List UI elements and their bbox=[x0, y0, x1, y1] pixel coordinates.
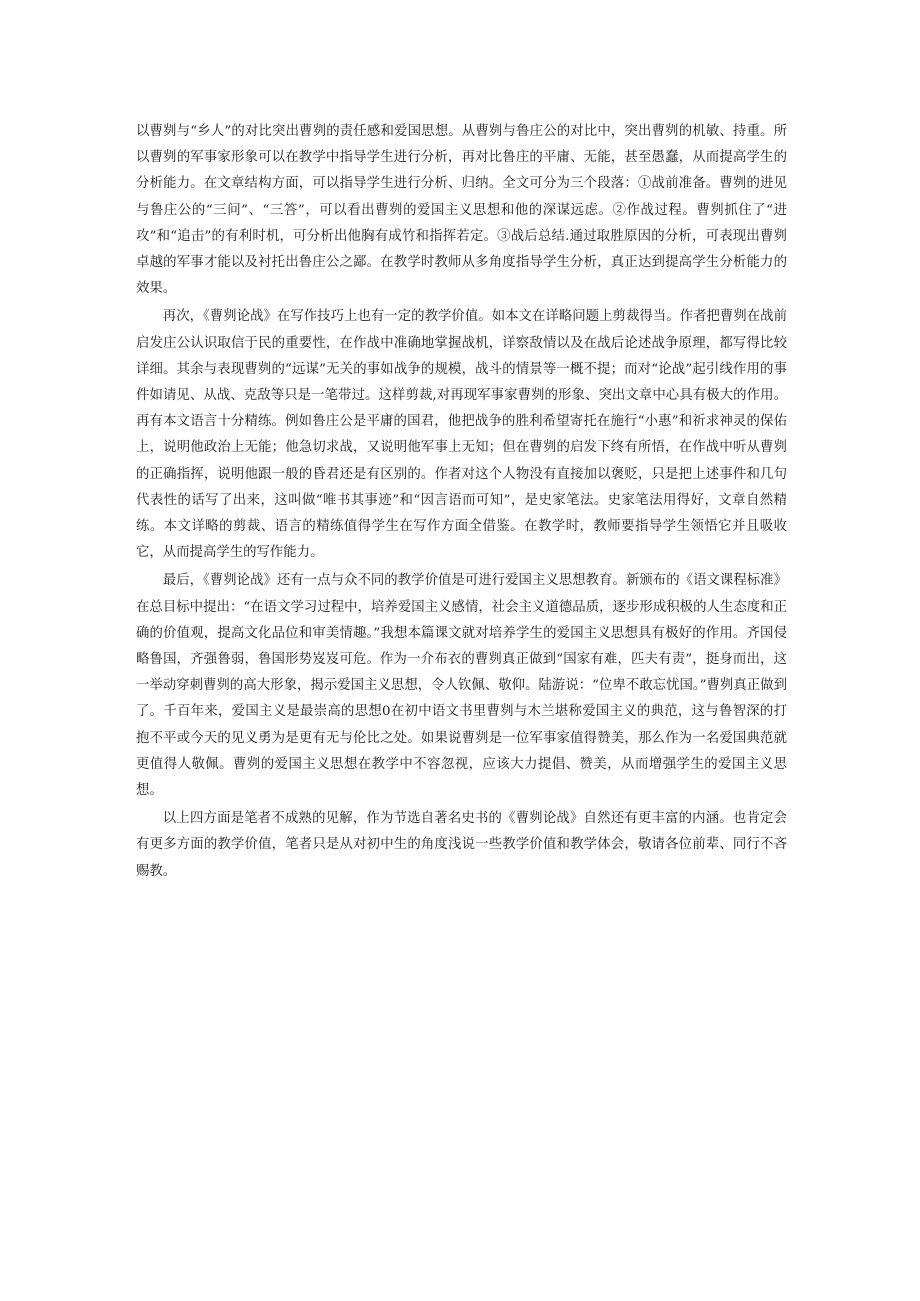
paragraph-2: 再次，《曹刿论战》在写作技巧上也有一定的教学价值。如本文在详略问题上剪裁得当。作者把曹刿在战前启发庄公认识取信于民的重要性，在作战中准确地掌握战机，详察敌情以及在战后论述战争原理，都写得比较详细。其余与表现曹刿的“远谋”无关的事如战争的规模，战斗的情景等一概不提；而对“论战”起引线作用的事件如请见、从战、克敌等只是一笔带过。这样剪裁,对再现军事家曹刿的形象、突出文章中心具有极大的作用。再有本文语言十分精练。例如鲁庄公是平庸的国君，他把战争的胜利希望寄托在施行“小惠”和祈求神灵的保佑上，说明他政治上无能；他急切求战，又说明他军事上无知；但在曹刿的启发下终有所悟，在作战中听从曹刿的正确指挥，说明他跟一般的昏君还是有区别的。作者对这个人物没有直接加以褒贬，只是把上述事件和几句代表性的话写了出来，这叫做“唯书其事迹”和“因言语而可知”，是史家笔法。史家笔法用得好，文章自然精练。本文详略的剪裁、语言的精练值得学生在写作方面全借鉴。在教学时，教师要指导学生领悟它并且吸收它，从而提高学生的写作能力。 bbox=[136, 309, 787, 561]
paragraph-1: 以曹刿与“乡人”的对比突出曹刿的责任感和爱国思想。从曹刿与鲁庄公的对比中，突出曹刿的机敏、持重。所以曹刿的军事家形象可以在教学中指导学生进行分析，再对比鲁庄的平庸、无能，甚至愚蠢，从而提高学生的分析能力。在文章结构方面，可以指导学生进行分析、归纳。全文可分为三个段落：①战前准备。曹刿的进见与鲁庄公的“三问”、“三答”，可以看出曹刿的爱国主义思想和他的深谋远虑。②作战过程。曹刿抓住了“进攻”和“追击”的有利时机，可分析出他胸有成竹和指挥若定。③战后总结.通过取胜原因的分析，可表现出曹刿卓越的军事才能以及衬托出鲁庄公之鄙。在教学时教师从多角度指导学生分析，真正达到提高学生分析能力的效果。 bbox=[136, 124, 787, 297]
paragraph-4: 以上四方面是笔者不成熟的见解，作为节选自著名史书的《曹刿论战》自然还有更丰富的内涵。也肯定会有更多方面的教学价值，笔者只是从对初中生的角度浅说一些教学价值和教学体会，敬请各位前辈、同行不吝赐教。 bbox=[136, 811, 787, 879]
document-body bbox=[136, 119, 787, 887]
paragraph-3: 最后，《曹刿论战》还有一点与众不同的教学价值是可进行爱国主义思想教育。新颁布的《语文课程标准》在总目标中提出：“在语文学习过程中，培养爱国主义感情，社会主义道德品质，逐步形成积极的人生态度和正确的价值观，提高文化品位和审美情趣。”我想本篇课文就对培养学生的爱国主义思想具有极好的作用。齐国侵略鲁国，齐强鲁弱，鲁国形势岌岌可危。作为一介布衣的曹刿真正做到“国家有难，匹夫有责”，挺身而出，这一举动穿刺曹刿的高大形象，揭示爱国主义思想，令人钦佩、敬仰。陆游说：“位卑不敢忘忧国。”曹刿真正做到了。千百年来，爱国主义是最崇高的思想0在初中语文书里曹刿与木兰堪称爱国主义的典范，这与鲁智深的打抱不平或今天的见义勇为是更有无与伦比之处。如果说曹刿是一位军事家值得赞美，那么作为一名爱国典范就更值得人敬佩。曹刿的爱国主义思想在教学中不容忽视，应该大力提倡、赞美，从而增强学生的爱国主义思想。 bbox=[136, 573, 787, 799]
